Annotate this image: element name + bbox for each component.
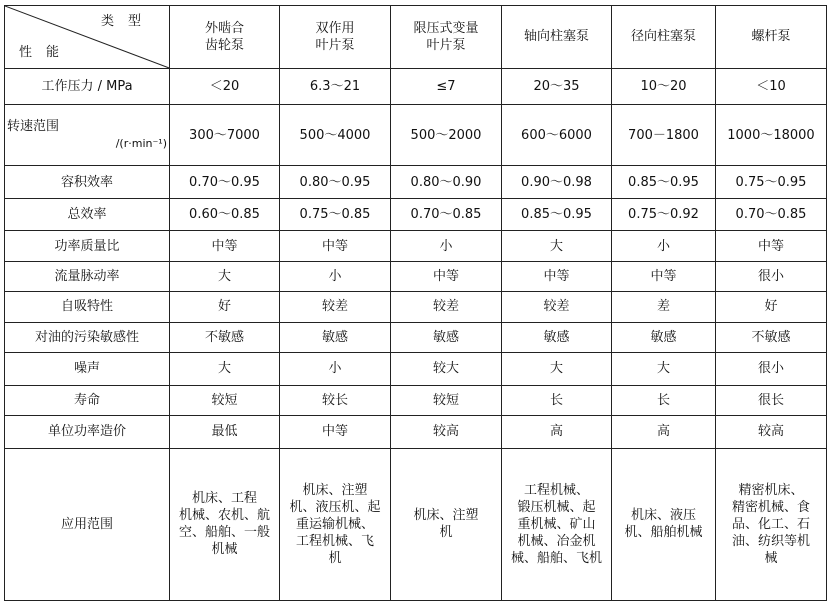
table-cell: 差	[612, 292, 716, 322]
row-label: 寿命	[5, 385, 170, 415]
table-cell: 0.70～0.95	[170, 166, 280, 198]
table-cell: 6.3～21	[280, 68, 391, 105]
application-cell: 机床、注塑 机、液压机、起 重运输机械、 工程机械、飞 机	[280, 448, 391, 600]
application-row	[5, 448, 827, 600]
table-cell: 0.75～0.85	[280, 198, 391, 230]
row-label: 总效率	[5, 198, 170, 230]
row-label: 工作压力 / MPa	[5, 68, 170, 105]
table-cell: 中等	[280, 231, 391, 261]
corner-cell	[5, 6, 170, 69]
table-cell: 小	[612, 231, 716, 261]
table-cell: 不敏感	[170, 322, 280, 352]
table-cell: 较差	[391, 292, 502, 322]
row-label: 转速范围 /(r·min⁻¹)	[5, 105, 170, 166]
row-label: 对油的污染敏感性	[5, 322, 170, 352]
table-cell: 较高	[391, 416, 502, 448]
table-cell: 较大	[391, 353, 502, 385]
application-cell: 机床、液压 机、船舶机械	[612, 448, 716, 600]
table-row	[5, 292, 827, 322]
table-cell: 10～20	[612, 68, 716, 105]
column-header-variable-vane-pump: 限压式变量 叶片泵	[391, 6, 502, 69]
application-cell: 机床、工程 机械、农机、航 空、船舶、一般 机械	[170, 448, 280, 600]
table-cell: 长	[612, 385, 716, 415]
table-row	[5, 261, 827, 291]
table-cell: 中等	[170, 231, 280, 261]
table-cell: 敏感	[612, 322, 716, 352]
table-cell: 较长	[280, 385, 391, 415]
table-cell: 0.90～0.98	[502, 166, 612, 198]
table-cell: ＜10	[716, 68, 827, 105]
table-cell: 好	[716, 292, 827, 322]
table-cell: 0.80～0.95	[280, 166, 391, 198]
row-label: 容积效率	[5, 166, 170, 198]
table-cell: ＜20	[170, 68, 280, 105]
table-cell: 500～2000	[391, 105, 502, 166]
table-row	[5, 198, 827, 230]
table-cell: 较短	[170, 385, 280, 415]
table-cell: 敏感	[280, 322, 391, 352]
table-cell: 很小	[716, 353, 827, 385]
table-cell: 小	[391, 231, 502, 261]
table-row	[5, 353, 827, 385]
table-cell: 中等	[280, 416, 391, 448]
row-label: 噪声	[5, 353, 170, 385]
table-row	[5, 105, 827, 166]
table-cell: 高	[502, 416, 612, 448]
table-row	[5, 385, 827, 415]
table-cell: 较短	[391, 385, 502, 415]
application-cell: 工程机械、 锻压机械、起 重机械、矿山 机械、冶金机 械、船舶、飞机	[502, 448, 612, 600]
table-cell: 300～7000	[170, 105, 280, 166]
row-label: 流量脉动率	[5, 261, 170, 291]
corner-property-label: 性能	[19, 44, 74, 60]
column-header-radial-piston-pump: 径向柱塞泵	[612, 6, 716, 69]
row-label: 单位功率造价	[5, 416, 170, 448]
table-cell: 0.75～0.95	[716, 166, 827, 198]
column-header-double-vane-pump: 双作用 叶片泵	[280, 6, 391, 69]
table-cell: 0.85～0.95	[612, 166, 716, 198]
table-cell: 长	[502, 385, 612, 415]
table-cell: 小	[280, 353, 391, 385]
table-cell: 0.60～0.85	[170, 198, 280, 230]
application-cell: 机床、注塑 机	[391, 448, 502, 600]
column-header-screw-pump: 螺杆泵	[716, 6, 827, 69]
table-cell: 中等	[612, 261, 716, 291]
table-cell: 小	[280, 261, 391, 291]
application-cell: 精密机床、 精密机械、食 品、化工、石 油、纺织等机 械	[716, 448, 827, 600]
table-cell: 1000～18000	[716, 105, 827, 166]
table-cell: 较高	[716, 416, 827, 448]
table-cell: 大	[170, 353, 280, 385]
table-cell: 较差	[502, 292, 612, 322]
table-cell: 500～4000	[280, 105, 391, 166]
table-cell: 敏感	[391, 322, 502, 352]
table-cell: 中等	[502, 261, 612, 291]
table-cell: 600～6000	[502, 105, 612, 166]
column-header-axial-piston-pump: 轴向柱塞泵	[502, 6, 612, 69]
column-header-gear-pump: 外啮合 齿轮泵	[170, 6, 280, 69]
table-cell: 较差	[280, 292, 391, 322]
pump-comparison-table	[4, 5, 827, 601]
table-cell: 0.85～0.95	[502, 198, 612, 230]
table-row	[5, 231, 827, 261]
table-cell: 很长	[716, 385, 827, 415]
table-cell: 0.75～0.92	[612, 198, 716, 230]
row-unit: /(r·min⁻¹)	[115, 137, 167, 151]
table-cell: 中等	[391, 261, 502, 291]
table-row	[5, 416, 827, 448]
table-cell: 大	[170, 261, 280, 291]
table-cell: 最低	[170, 416, 280, 448]
header-row	[5, 6, 827, 69]
table-cell: 大	[612, 353, 716, 385]
table-cell: 不敏感	[716, 322, 827, 352]
table-cell: 0.80～0.90	[391, 166, 502, 198]
table-cell: 20～35	[502, 68, 612, 105]
table-cell: 0.70～0.85	[716, 198, 827, 230]
table-cell: ≤7	[391, 68, 502, 105]
row-label: 功率质量比	[5, 231, 170, 261]
corner-type-label: 类型	[100, 14, 155, 29]
table-cell: 高	[612, 416, 716, 448]
table-cell: 0.70～0.85	[391, 198, 502, 230]
table-cell: 敏感	[502, 322, 612, 352]
table-cell: 大	[502, 353, 612, 385]
table-row	[5, 322, 827, 352]
table-cell: 中等	[716, 231, 827, 261]
table-cell: 大	[502, 231, 612, 261]
table-cell: 700－1800	[612, 105, 716, 166]
table-row	[5, 68, 827, 105]
table-cell: 很小	[716, 261, 827, 291]
row-label: 应用范围	[5, 448, 170, 600]
row-label: 自吸特性	[5, 292, 170, 322]
table-cell: 好	[170, 292, 280, 322]
table-row	[5, 166, 827, 198]
